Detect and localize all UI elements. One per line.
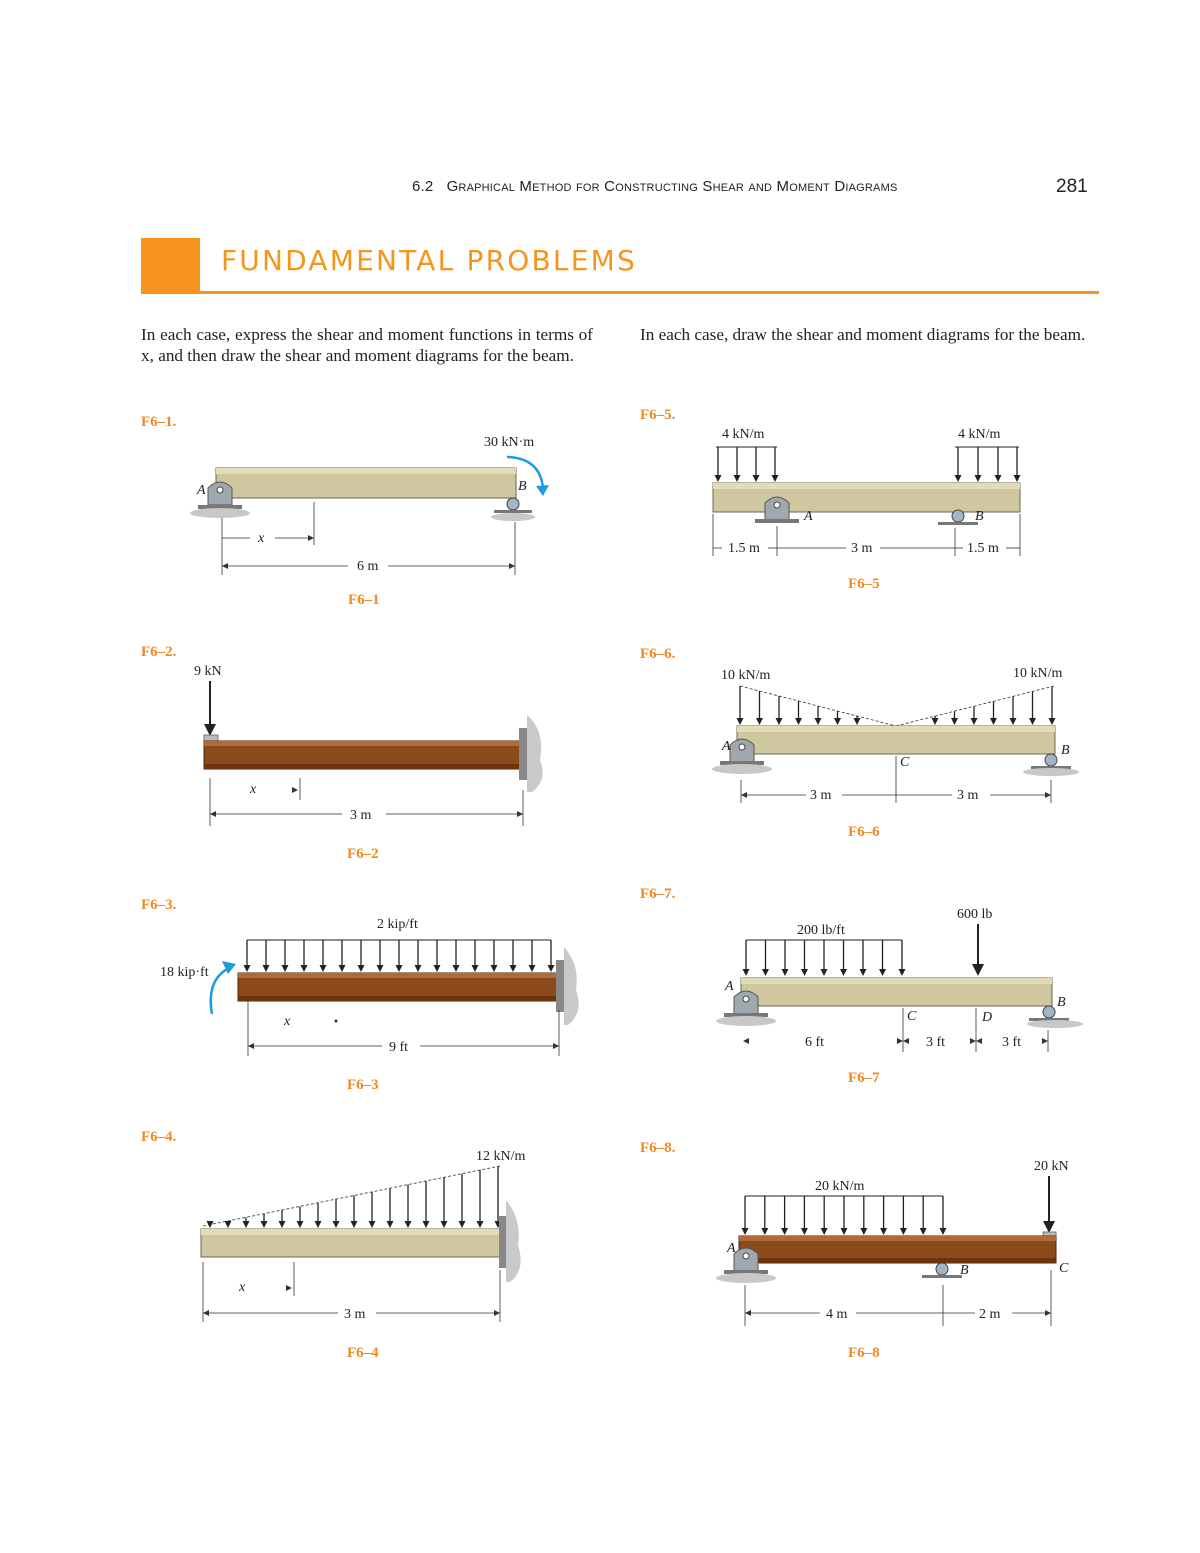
dim-3-label: 3 ft — [1002, 1035, 1022, 1050]
load-arrowhead — [821, 1228, 828, 1235]
load-arrowhead — [900, 1228, 907, 1235]
figure-caption: F6–1 — [348, 592, 380, 608]
figure-caption: F6–2 — [347, 846, 379, 862]
figure-caption: F6–8 — [848, 1345, 880, 1361]
span-label: 9 ft — [389, 1040, 409, 1055]
problem-label-f6-7: F6–7. — [640, 886, 676, 902]
problem-label-f6-8: F6–8. — [640, 1140, 676, 1156]
figure-caption: F6–6 — [848, 824, 880, 840]
figure-caption: F6–3 — [347, 1077, 379, 1093]
problem-label-f6-1: F6–1. — [141, 414, 177, 430]
label-c: C — [900, 755, 910, 770]
figure-caption: F6–5 — [848, 576, 880, 592]
section-number: 6.2 — [412, 178, 434, 195]
dim-left-label: 3 m — [810, 788, 832, 803]
x-label: x — [239, 1280, 246, 1295]
intro-left: In each case, express the shear and moment functions in terms of x, and then draw the shear and moment diagrams for the beam. — [141, 325, 593, 365]
load-arrowhead — [841, 1228, 848, 1235]
load-label: 12 kN/m — [476, 1149, 526, 1164]
x-label: x — [284, 1014, 291, 1029]
dim-1-label: 6 ft — [805, 1035, 825, 1050]
label-c: C — [1059, 1261, 1069, 1276]
dim-1-label: 4 m — [826, 1307, 848, 1322]
load-arrowhead — [920, 1228, 927, 1235]
load-arrowhead — [801, 1228, 808, 1235]
span-label: 3 m — [344, 1307, 366, 1322]
point-load-label: 20 kN — [1034, 1159, 1069, 1174]
label-a: A — [725, 979, 734, 994]
problem-label-f6-3: F6–3. — [141, 897, 177, 913]
label-b: B — [1057, 995, 1066, 1010]
load-label: 2 kip/ft — [377, 917, 418, 932]
load-arrowhead — [781, 1228, 788, 1235]
banner-title: FUNDAMENTAL PROBLEMS — [221, 244, 637, 277]
load-arrowhead — [940, 1228, 947, 1235]
moment-label: 30 kN·m — [484, 435, 535, 450]
dist-load-label: 200 lb/ft — [797, 923, 845, 938]
load-arrowhead — [860, 1228, 867, 1235]
label-b: B — [960, 1263, 969, 1278]
load-arrowhead — [880, 1228, 887, 1235]
load-left-label: 10 kN/m — [721, 668, 771, 683]
dim-2-label: 2 m — [979, 1307, 1001, 1322]
load-arrowhead — [761, 1228, 768, 1235]
label-a: A — [804, 509, 813, 524]
figure-caption: F6–7 — [848, 1070, 880, 1086]
span-label: 6 m — [357, 559, 379, 574]
problem-label-f6-5: F6–5. — [640, 407, 676, 423]
label-b: B — [975, 509, 984, 524]
x-label: x — [250, 782, 257, 797]
label-d: D — [982, 1010, 993, 1025]
figure-caption: F6–4 — [347, 1345, 379, 1361]
problem-label-f6-6: F6–6. — [640, 646, 676, 662]
dim-left-label: 1.5 m — [728, 541, 760, 556]
dim-mid-label: 3 m — [851, 541, 873, 556]
point-load-label: 600 lb — [957, 907, 993, 922]
label-a: A — [727, 1241, 736, 1256]
problem-label-f6-4: F6–4. — [141, 1129, 177, 1145]
load-right-label: 10 kN/m — [1013, 666, 1063, 681]
label-c: C — [907, 1009, 917, 1024]
x-label: x — [258, 531, 265, 546]
roller-support-b — [922, 1263, 962, 1278]
dim-right-label: 1.5 m — [967, 541, 999, 556]
label-b: B — [518, 479, 527, 494]
dim-2-label: 3 ft — [926, 1035, 946, 1050]
dim-right-label: 3 m — [957, 788, 979, 803]
label-a: A — [197, 483, 206, 498]
label-a: A — [722, 739, 731, 754]
intro-right: In each case, draw the shear and moment diagrams for the beam. — [640, 325, 1086, 344]
problem-label-f6-2: F6–2. — [141, 644, 177, 660]
page-number: 281 — [1056, 176, 1088, 197]
section-title: Graphical Method for Constructing Shear and Moment Diagrams — [446, 178, 898, 195]
load-label: 9 kN — [194, 664, 222, 679]
label-b: B — [1061, 743, 1070, 758]
distributed-load-arrows — [742, 1196, 947, 1235]
span-label: 3 m — [350, 808, 372, 823]
dist-load-label: 20 kN/m — [815, 1179, 865, 1194]
load-arrowhead — [742, 1228, 749, 1235]
moment-label: 18 kip·ft — [160, 965, 209, 980]
load-left-label: 4 kN/m — [722, 427, 765, 442]
load-right-label: 4 kN/m — [958, 427, 1001, 442]
